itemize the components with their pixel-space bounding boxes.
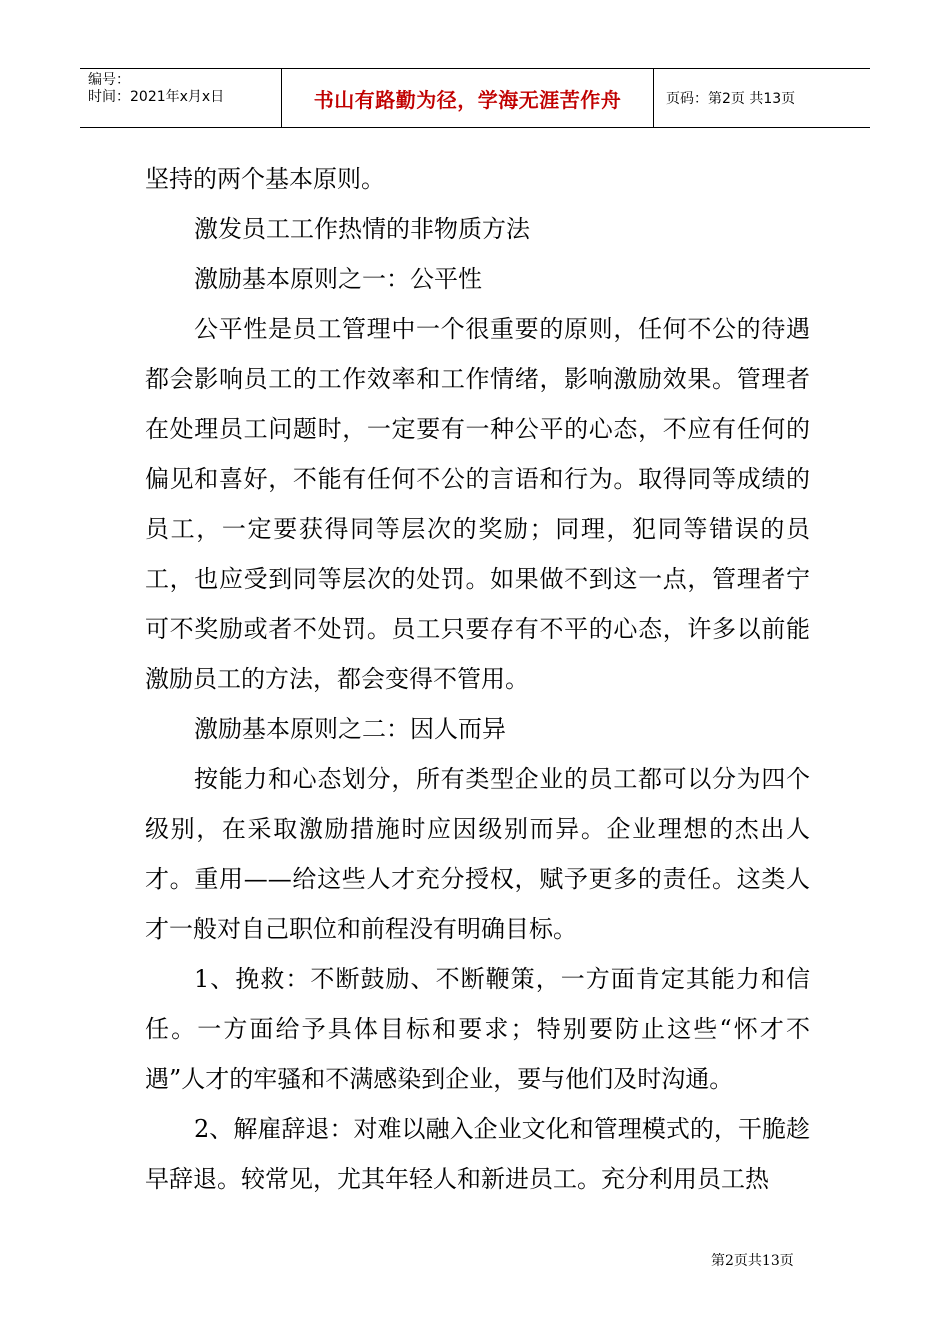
section-heading: 激发员工工作热情的非物质方法 — [194, 215, 530, 243]
page-footer: 第2页共13页 — [711, 1253, 794, 1269]
document-number-label: 编号： — [88, 72, 130, 88]
header-meta-cell — [80, 69, 282, 127]
section-heading: 激励基本原则之二：因人而异 — [194, 715, 506, 743]
header-motto: 书山有路勤为径，学海无涯苦作舟 — [282, 69, 654, 127]
section-heading: 激励基本原则之一：公平性 — [194, 265, 482, 293]
paragraph: 坚持的两个基本原则。 — [145, 165, 385, 193]
header-page-code: 页码：第2页 共13页 — [666, 91, 796, 107]
paragraph: 按能力和心态划分，所有类型企业的员工都可以分为四个级别，在采取激励措施时应因级别而异。企业理想的杰出人才。重用——给这些人才充分授权，赋予更多的责任。这类人才一般对自己职位和前程没有明确目标。 — [145, 765, 810, 943]
paragraph: 2、解雇辞退：对难以融入企业文化和管理模式的，干脆趁早辞退。较常见，尤其年轻人和新进员工。充分利用员工热 — [145, 1115, 810, 1193]
paragraph: 1、挽救：不断鼓励、不断鞭策，一方面肯定其能力和信任。一方面给予具体目标和要求；特别要防止这些“怀才不遇”人才的牢骚和不满感染到企业，要与他们及时沟通。 — [145, 965, 810, 1093]
document-header — [80, 68, 870, 128]
document-body — [145, 154, 810, 1204]
document-time-label: 时间：2021年x月x日 — [88, 89, 225, 105]
paragraph: 公平性是员工管理中一个很重要的原则，任何不公的待遇都会影响员工的工作效率和工作情绪，影响激励效果。管理者在处理员工问题时，一定要有一种公平的心态，不应有任何的偏见和喜好，不能有任何不公的言语和行为。取得同等成绩的员工，一定要获得同等层次的奖励；同理，犯同等错误的员工，也应受到同等层次的处罚。如果做不到这一点，管理者宁可不奖励或者不处罚。员工只要存有不平的心态，许多以前能激励员工的方法，都会变得不管用。 — [145, 315, 810, 693]
